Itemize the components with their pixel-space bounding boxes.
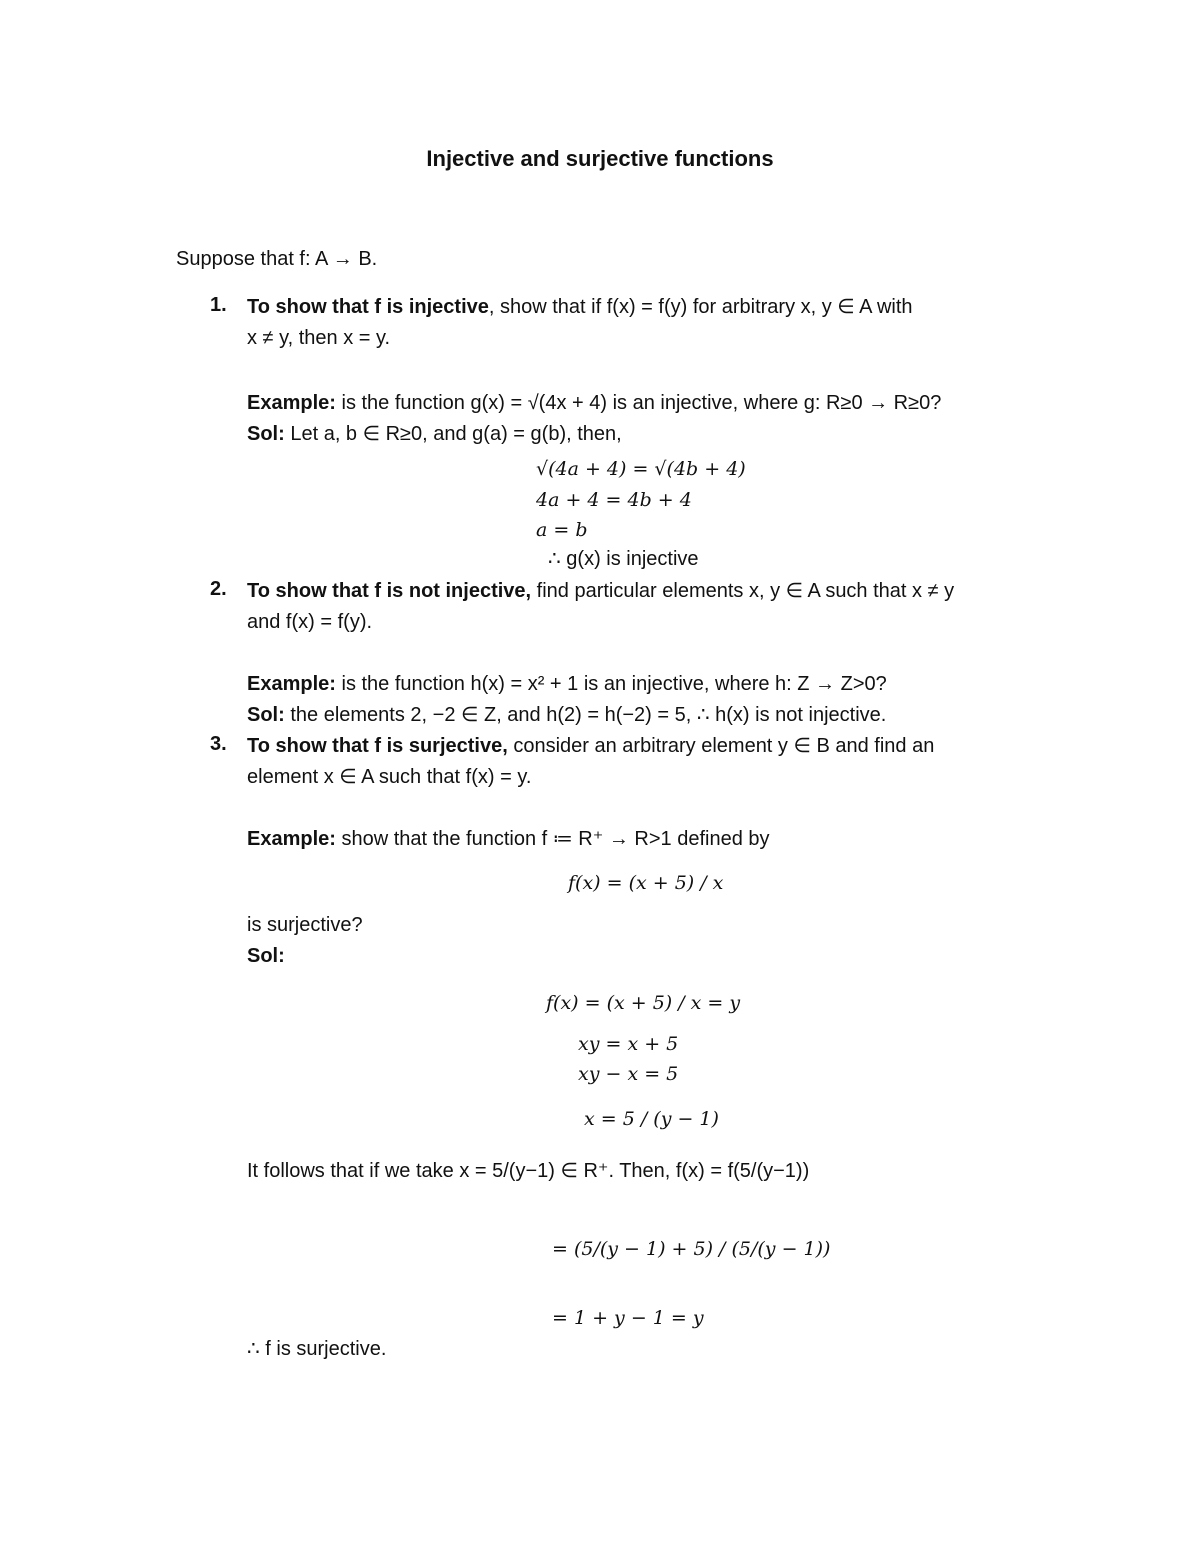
item-3-step-3: xy − x = 5 [578, 1063, 679, 1085]
item-2-line-1-rest: find particular elements x, y ∈ A such that x ≠ y [531, 580, 955, 602]
item-number-3: 3. [210, 733, 227, 755]
item-3-example-text: show that the function f ≔ R⁺ → R>1 defined by [335, 828, 770, 850]
item-1-example-text: is the function g(x) = √(4x + 4) is an injective, where g: R≥0 → R≥0? [335, 392, 942, 414]
item-3-example [247, 826, 770, 852]
item-1-step-3: a = b [536, 519, 588, 541]
item-2-example [247, 671, 887, 697]
item-1-example [247, 390, 941, 416]
item-2-sol-text: the elements 2, −2 ∈ Z, and h(2) = h(−2) = 5, ∴ h(x) is not injective. [284, 704, 887, 726]
item-2-line-1 [247, 578, 954, 604]
item-2-example-label: Example: [247, 673, 336, 695]
item-3-conclusion: ∴ f is surjective. [247, 1338, 387, 1360]
item-1-step-4: ∴ g(x) is injective [548, 548, 699, 570]
item-1-line-1-rest: , show that if f(x) = f(y) for arbitrary x, y ∈ A with [488, 296, 913, 318]
item-3-computation-2: = 1 + y − 1 = y [552, 1307, 704, 1329]
item-2-solution [247, 702, 886, 728]
item-1-step-1: √(4a + 4) = √(4b + 4) [536, 458, 746, 480]
item-1-sol-text: Let a, b ∈ R≥0, and g(a) = g(b), then, [284, 423, 622, 445]
item-number-1: 1. [210, 294, 227, 316]
item-3-step-1: f(x) = (x + 5) / x = y [546, 992, 741, 1014]
page-title: Injective and surjective functions [426, 146, 774, 171]
intro-line: Suppose that f: A → B. [176, 248, 378, 270]
item-3-follows: It follows that if we take x = 5/(y−1) ∈ R⁺. Then, f(x) = f(5/(y−1)) [247, 1160, 810, 1182]
item-3-example-label: Example: [247, 828, 336, 850]
item-3-sol-label: Sol: [247, 945, 285, 967]
item-3-computation-1: = (5/(y − 1) + 5) / (5/(y − 1)) [552, 1238, 831, 1260]
item-2-sol-label: Sol: [247, 704, 285, 726]
item-1-step-2: 4a + 4 = 4b + 4 [536, 489, 692, 511]
item-1-sol-label: Sol: [247, 423, 285, 445]
item-1-heading: To show that f is injective [247, 296, 489, 318]
item-2-heading: To show that f is not injective, [247, 580, 532, 602]
item-3-question: is surjective? [247, 914, 363, 936]
item-1-example-label: Example: [247, 392, 336, 414]
item-3-line-1-rest: consider an arbitrary element y ∈ B and find an [507, 735, 935, 757]
item-1-line-1 [247, 294, 913, 320]
item-2-example-text: is the function h(x) = x² + 1 is an injective, where h: Z → Z>0? [335, 673, 887, 695]
item-3-definition: f(x) = (x + 5) / x [568, 872, 724, 894]
item-2-line-2: and f(x) = f(y). [247, 611, 373, 633]
item-3-line-2: element x ∈ A such that f(x) = y. [247, 766, 532, 788]
item-number-2: 2. [210, 578, 227, 600]
item-3-step-4: x = 5 / (y − 1) [584, 1108, 719, 1130]
item-1-solution [247, 421, 622, 447]
item-3-heading: To show that f is surjective, [247, 735, 508, 757]
item-3-line-1 [247, 733, 934, 759]
item-3-step-2: xy = x + 5 [578, 1033, 679, 1055]
item-1-line-2: x ≠ y, then x = y. [247, 327, 391, 349]
